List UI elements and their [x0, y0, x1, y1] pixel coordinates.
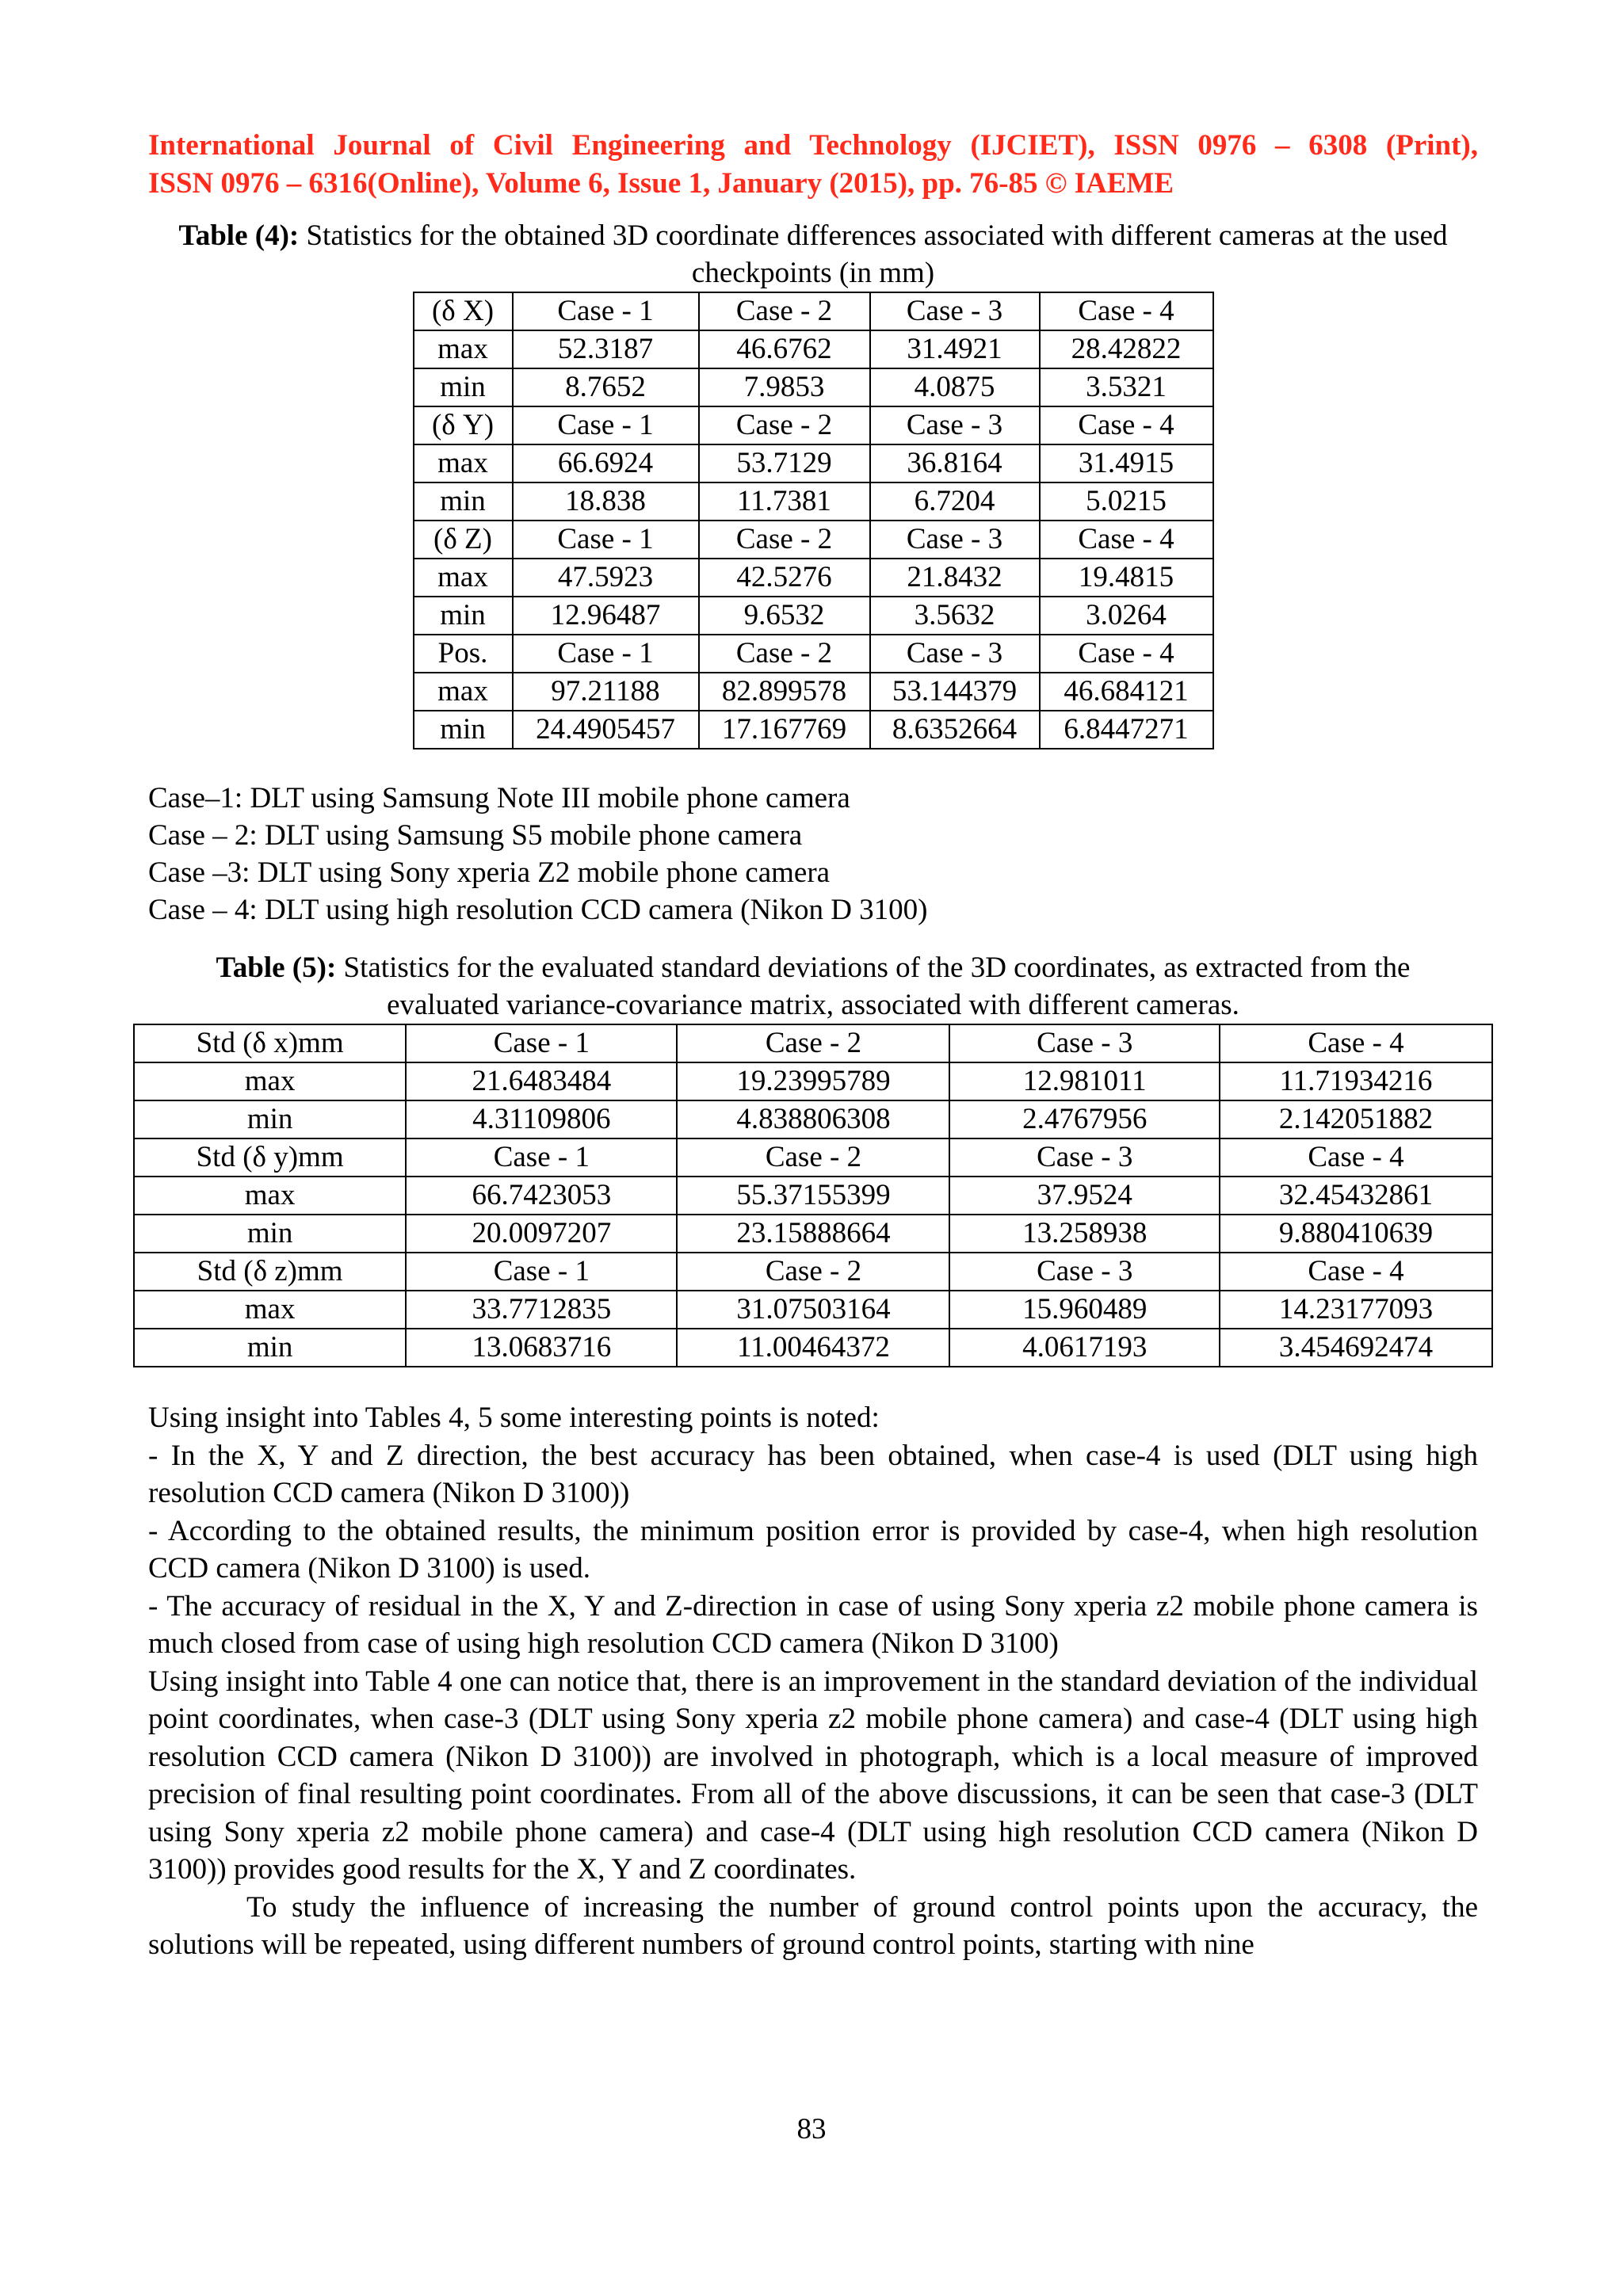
table-cell: 42.5276	[699, 559, 870, 597]
paragraph-discussion: Using insight into Table 4 one can notice that, there is an improvement in the standard deviation of the individual point coordinates, when case-3 (DLT using Sony xperia z2 mobile phone camera) and case-4 (DLT using high resolution CCD camera (Nikon D 3100)) are involved in photograph, which is a local measure of improved precision of final resulting point coordinates. From all of the above discussions, it can be seen that case-3 (DLT using Sony xperia z2 mobile phone camera) and case-4 (DLT using high resolution CCD camera (Nikon D 3100)) provides good results for the X, Y and Z coordinates.	[148, 1665, 1478, 1886]
table-row	[134, 1215, 1492, 1253]
table-cell: 14.23177093	[1220, 1291, 1492, 1329]
table-cell: 18.838	[513, 482, 699, 521]
table4-caption-label: Table (4):	[178, 219, 300, 252]
table-row	[414, 521, 1213, 559]
table-cell: Case - 1	[513, 521, 699, 559]
table-row	[134, 1329, 1492, 1367]
table-cell: 15.960489	[949, 1291, 1219, 1329]
table-cell: Case - 4	[1040, 521, 1213, 559]
legend-item-case-3: Case –3: DLT using Sony xperia Z2 mobile phone camera	[148, 856, 831, 889]
paragraph-point-2: - According to the obtained results, the minimum position error is provided by case-4, when high resolution CCD camera (Nikon D 3100) is used.	[148, 1514, 1478, 1585]
table-cell: Case - 1	[513, 635, 699, 673]
table-cell: Case - 2	[699, 292, 870, 330]
case-legend	[148, 780, 1478, 929]
journal-header-line-1: International Journal of Civil Engineering and Technology (IJCIET), ISSN 0976 – 6308 (Print),	[148, 129, 1478, 162]
table-cell: Std (δ y)mm	[134, 1138, 406, 1177]
table-cell: 13.258938	[949, 1215, 1219, 1253]
table-cell: 47.5923	[513, 559, 699, 597]
page-number: 83	[796, 2113, 827, 2145]
table-cell: 3.0264	[1040, 597, 1213, 635]
table-cell: Case - 2	[677, 1253, 949, 1291]
table-cell: 4.838806308	[677, 1100, 949, 1138]
table-cell: 21.6483484	[406, 1062, 677, 1100]
table-cell: Case - 2	[677, 1024, 949, 1062]
table-cell: 82.899578	[699, 673, 870, 711]
table-cell: Case - 3	[949, 1024, 1219, 1062]
table-cell: 11.7381	[699, 482, 870, 521]
table5	[133, 1024, 1493, 1367]
table-cell: Case - 2	[699, 635, 870, 673]
table-cell: 55.37155399	[677, 1177, 949, 1215]
table-cell: 11.00464372	[677, 1329, 949, 1367]
table-row	[414, 635, 1213, 673]
table-cell: 52.3187	[513, 330, 699, 368]
table-cell: 13.0683716	[406, 1329, 677, 1367]
table-cell: 4.0617193	[949, 1329, 1219, 1367]
table-cell: 33.7712835	[406, 1291, 677, 1329]
table-row	[414, 482, 1213, 521]
table-cell: 31.07503164	[677, 1291, 949, 1329]
table-cell: max	[414, 559, 513, 597]
table-cell: 31.4921	[870, 330, 1040, 368]
table-row	[134, 1062, 1492, 1100]
table-cell: Case - 3	[949, 1253, 1219, 1291]
table-cell: min	[414, 482, 513, 521]
table-cell: max	[134, 1177, 406, 1215]
table-row	[134, 1138, 1492, 1177]
table-cell: 3.5321	[1040, 368, 1213, 406]
table-cell: 97.21188	[513, 673, 699, 711]
table-cell: Case - 4	[1040, 292, 1213, 330]
paragraph-intro: Using insight into Tables 4, 5 some interesting points is noted:	[148, 1402, 880, 1434]
table-cell: 4.31109806	[406, 1100, 677, 1138]
table-cell: 12.981011	[949, 1062, 1219, 1100]
table-cell: 53.144379	[870, 673, 1040, 711]
table-cell: max	[134, 1062, 406, 1100]
table-cell: Case - 1	[513, 406, 699, 444]
table-row	[134, 1100, 1492, 1138]
table-cell: max	[414, 444, 513, 482]
table-row	[134, 1177, 1492, 1215]
table-row	[414, 330, 1213, 368]
table-cell: Case - 3	[870, 521, 1040, 559]
table-row	[414, 292, 1213, 330]
table-row	[414, 711, 1213, 749]
table5-caption	[148, 949, 1478, 1024]
table-cell: 21.8432	[870, 559, 1040, 597]
paragraph-point-1: - In the X, Y and Z direction, the best accuracy has been obtained, when case-4 is used (DLT using high resolution CCD camera (Nikon D 3100))	[148, 1439, 1478, 1509]
table-cell: max	[414, 673, 513, 711]
table-row	[134, 1291, 1492, 1329]
table-cell: Case - 2	[699, 406, 870, 444]
table5-caption-label: Table (5):	[216, 952, 337, 984]
table-cell: 37.9524	[949, 1177, 1219, 1215]
table-cell: max	[134, 1291, 406, 1329]
table-cell: (δ Y)	[414, 406, 513, 444]
table-cell: 3.454692474	[1220, 1329, 1492, 1367]
table-cell: 19.23995789	[677, 1062, 949, 1100]
legend-item-case-2: Case – 2: DLT using Samsung S5 mobile phone camera	[148, 819, 803, 852]
table-cell: Std (δ z)mm	[134, 1253, 406, 1291]
table-cell: min	[414, 597, 513, 635]
journal-header	[148, 127, 1478, 203]
table-row	[414, 559, 1213, 597]
journal-header-line-2: ISSN 0976 – 6316(Online), Volume 6, Issue 1, January (2015), pp. 76-85 © IAEME	[148, 167, 1174, 200]
table-cell: 53.7129	[699, 444, 870, 482]
table-cell: 23.15888664	[677, 1215, 949, 1253]
table-cell: Case - 1	[406, 1138, 677, 1177]
table-cell: 11.71934216	[1220, 1062, 1492, 1100]
table-cell: 8.6352664	[870, 711, 1040, 749]
table-row	[414, 444, 1213, 482]
table4-caption-text: Statistics for the obtained 3D coordinate differences associated with different cameras at the used checkpoints (in mm)	[306, 219, 1448, 289]
table-cell: min	[134, 1215, 406, 1253]
table-cell: min	[134, 1100, 406, 1138]
table-row	[414, 673, 1213, 711]
table-cell: 24.4905457	[513, 711, 699, 749]
table-cell: Case - 1	[406, 1253, 677, 1291]
table-cell: (δ Z)	[414, 521, 513, 559]
table-cell: 7.9853	[699, 368, 870, 406]
table4	[413, 292, 1214, 749]
table-cell: 6.7204	[870, 482, 1040, 521]
discussion-text	[148, 1399, 1478, 1964]
table-cell: max	[414, 330, 513, 368]
table-cell: min	[414, 368, 513, 406]
table-cell: 66.6924	[513, 444, 699, 482]
legend-item-case-1: Case–1: DLT using Samsung Note III mobile phone camera	[148, 782, 850, 814]
table-cell: Case - 4	[1220, 1024, 1492, 1062]
table-row	[414, 597, 1213, 635]
table-cell: min	[414, 711, 513, 749]
table-cell: 9.6532	[699, 597, 870, 635]
paper-page	[148, 127, 1478, 1964]
table-cell: (δ X)	[414, 292, 513, 330]
table-cell: Case - 4	[1220, 1138, 1492, 1177]
table-row	[134, 1024, 1492, 1062]
table-cell: min	[134, 1329, 406, 1367]
table-cell: 19.4815	[1040, 559, 1213, 597]
table-cell: 8.7652	[513, 368, 699, 406]
table-cell: Case - 3	[949, 1138, 1219, 1177]
legend-item-case-4: Case – 4: DLT using high resolution CCD camera (Nikon D 3100)	[148, 894, 928, 926]
table-cell: 46.6762	[699, 330, 870, 368]
table-cell: Std (δ x)mm	[134, 1024, 406, 1062]
table-cell: Case - 3	[870, 406, 1040, 444]
table-cell: Pos.	[414, 635, 513, 673]
table-cell: 9.880410639	[1220, 1215, 1492, 1253]
table-cell: 20.0097207	[406, 1215, 677, 1253]
paragraph-gcp-study: To study the influence of increasing the number of ground control points upon the accuracy, the solutions will be repeated, using different numbers of ground control points, starting with nine	[148, 1890, 1478, 1961]
table-cell: Case - 1	[406, 1024, 677, 1062]
table-row	[414, 368, 1213, 406]
table-cell: 12.96487	[513, 597, 699, 635]
table-cell: 32.45432861	[1220, 1177, 1492, 1215]
table-cell: Case - 2	[677, 1138, 949, 1177]
table-cell: 46.684121	[1040, 673, 1213, 711]
table-cell: 6.8447271	[1040, 711, 1213, 749]
table-cell: Case - 4	[1220, 1253, 1492, 1291]
table-cell: 66.7423053	[406, 1177, 677, 1215]
paragraph-point-3: - The accuracy of residual in the X, Y and Z-direction in case of using Sony xperia z2 mobile phone camera is much closed from case of using high resolution CCD camera (Nikon D 3100)	[148, 1589, 1478, 1660]
table-cell: Case - 1	[513, 292, 699, 330]
table-cell: 17.167769	[699, 711, 870, 749]
table-cell: Case - 2	[699, 521, 870, 559]
table-cell: Case - 4	[1040, 635, 1213, 673]
table-cell: 28.42822	[1040, 330, 1213, 368]
table-cell: 31.4915	[1040, 444, 1213, 482]
table-row	[134, 1253, 1492, 1291]
table-cell: 2.142051882	[1220, 1100, 1492, 1138]
table-cell: 5.0215	[1040, 482, 1213, 521]
table4-caption	[148, 217, 1478, 292]
table-cell: Case - 3	[870, 635, 1040, 673]
table-cell: 36.8164	[870, 444, 1040, 482]
table-cell: 4.0875	[870, 368, 1040, 406]
table-cell: Case - 3	[870, 292, 1040, 330]
table-cell: Case - 4	[1040, 406, 1213, 444]
table5-caption-text: Statistics for the evaluated standard deviations of the 3D coordinates, as extracted from the evaluated variance-covariance matrix, associated with different cameras.	[343, 952, 1411, 1021]
table-row	[414, 406, 1213, 444]
table-cell: 3.5632	[870, 597, 1040, 635]
table-cell: 2.4767956	[949, 1100, 1219, 1138]
